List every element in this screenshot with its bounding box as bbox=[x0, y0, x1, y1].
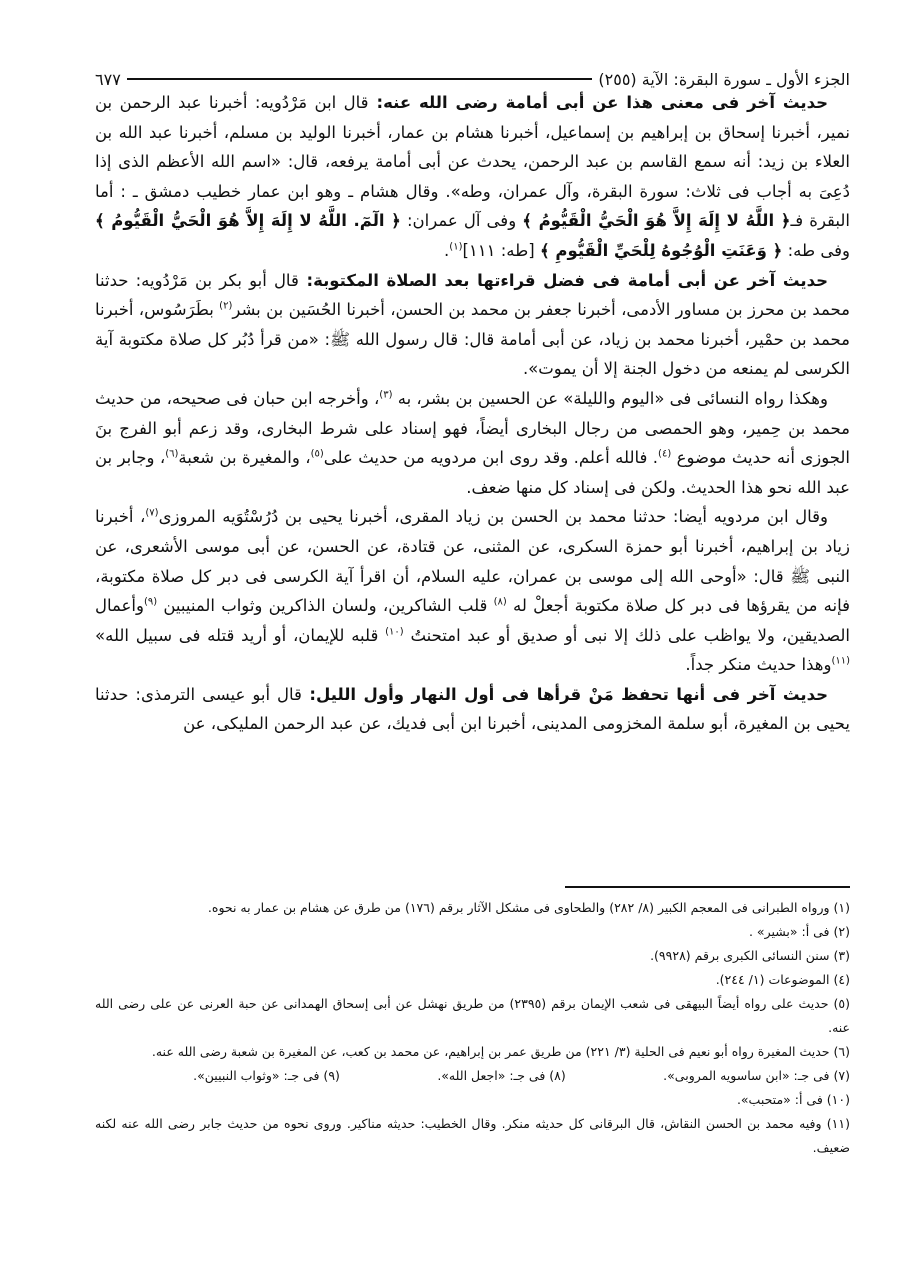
page-number: ٦٧٧ bbox=[95, 69, 121, 89]
paragraph bbox=[95, 384, 850, 502]
running-title: الجزء الأول ـ سورة البقرة: الآية (٢٥٥) bbox=[598, 69, 850, 89]
heading-text: ﴿ وَعَنَتِ الْوُجُوهُ لِلْحَيِّ الْقَيُّومِ ﴾ bbox=[539, 240, 783, 260]
heading-text: ﴿ اللَّهُ لا إِلَهَ إِلاَّ هُوَ الْحَيُّ الْقَيُّومُ ﴾ bbox=[522, 211, 791, 231]
heading-text: حديث آخر فى أنها تحفظ مَنْ قرأها فى أول النهار وأول الليل: bbox=[301, 684, 828, 704]
body-text: ، أخبرنا زياد بن إبراهيم، أخبرنا أبو حمزة السكرى، عن المثنى، عن قتادة، عن الحسن، عن أبى موسى الأشعرى، عن النبى ﷺ قال: «أوحى الله إلى موسى بن عمران، عليه السلام، أن اقرأ آية الكرسى فى دبر كل صلاة مكتوبة، فإنه من يقرؤها فى دبر كل صلاة مكتوبة أجعلْ له bbox=[95, 507, 850, 616]
footnote-2: (٢) فى أ: «بشير» . bbox=[748, 924, 850, 939]
body-text: ، وجابر بن عبد الله نحو هذا الحديث. ولكن فى إسناد كل منها ضعف. bbox=[95, 448, 850, 497]
footnote-11: (١١) وفيه محمد بن الحسن النقاش، قال البرقانى كل حديثه منكر. وقال الخطيب: حديثه مناكير. وروى نحوه من حديث جابر رضى الله عنه لكنه ضعيف. bbox=[95, 1116, 850, 1155]
footnote-ref: (٣) bbox=[379, 389, 393, 401]
body-text: ، وأخرجه ابن حبان فى صحيحه، من حديث محمد بن حِمير، وهو الحمصى من رجال البخارى أيضاً، فهو إسناد على شرط البخارى، وقد زعم أبو الفرج بنَ الجوزى أنه حديث موضوع bbox=[95, 388, 850, 468]
footnote-6: (٦) حديث المغيرة رواه أبو نعيم فى الحلية (٣/ ٢٢١) من طريق عمر بن إبراهيم، عن محمد بن كعب، عن المغيرة بن شعبة رضى الله عنه. bbox=[151, 1044, 850, 1059]
footnote-ref: (٨) bbox=[493, 596, 507, 608]
footnote-ref: (١٠) bbox=[385, 626, 404, 638]
body-text: بطَرَسُوس، أخبرنا محمد بن حمْير، أخبرنا محمد بن زياد، عن أبى أمامة قال: قال رسول الله ﷺ: «من قرأ دُبُر كل صلاة مكتوبة آية الكرسى لم يمنعه من دخول الجنة إلا أن يموت». bbox=[95, 300, 850, 379]
footnote-7: (٧) فى جـ: «ابن ساسويه المروبى». bbox=[663, 1068, 850, 1083]
footnotes-7-9-row bbox=[193, 1064, 850, 1088]
footnote-ref: (٥) bbox=[310, 448, 324, 460]
paragraph bbox=[95, 266, 850, 384]
body-text: وهكذا رواه النسائى فى «اليوم والليلة» عن الحسين بن بشر، به bbox=[392, 388, 828, 408]
footnote-5: (٥) حديث على رواه أيضاً البيهقى فى شعب الإيمان برقم (٢٣٩٥) من طريق نهشل عن أبى إسحاق الهمدانى عن حبة العرنى عن على رضى الله عنه. bbox=[95, 996, 850, 1035]
body-text: ، والمغيرة بن شعبة bbox=[178, 448, 311, 468]
footnote-3: (٣) سنن النسائى الكبرى برقم (٩٩٢٨). bbox=[650, 948, 850, 963]
footnote-9: (٩) فى جـ: «وثواب النبيين». bbox=[193, 1068, 340, 1083]
paragraph bbox=[95, 502, 850, 680]
footnote-ref: (١) bbox=[449, 241, 463, 253]
footnote-ref: (٢) bbox=[219, 300, 233, 312]
main-text bbox=[95, 88, 850, 739]
footnotes bbox=[95, 896, 850, 1160]
footnote-4: (٤) الموضوعات (١/ ٢٤٤). bbox=[715, 972, 850, 987]
heading-text: حديث آخر فى معنى هذا عن أبى أمامة رضى الله عنه: bbox=[368, 93, 828, 112]
body-text: . فالله أعلم. وقد روى ابن مردويه من حديث على bbox=[323, 448, 659, 468]
header-rule bbox=[127, 78, 593, 80]
paragraph bbox=[95, 88, 850, 266]
body-text: [طه: ١١١] bbox=[462, 240, 540, 260]
footnote-ref: (٩) bbox=[143, 596, 158, 608]
footnote-ref: (٤) bbox=[658, 448, 672, 460]
paragraph bbox=[95, 680, 850, 739]
body-text: وأعمال الصديقين، ولا يواظب على ذلك إلا نبى أو صديق أو عبد امتحنتُ bbox=[95, 596, 850, 645]
footnote-ref: (٧) bbox=[145, 507, 159, 519]
footnote-8: (٨) فى جـ: «اجعل الله». bbox=[437, 1068, 566, 1083]
footnote-ref: (٦) bbox=[165, 448, 179, 460]
footnote-ref: (١١) bbox=[831, 655, 850, 667]
heading-text: ﴿ الٓمٓ. اللَّهُ لا إِلَهَ إِلاَّ هُوَ الْحَيُّ الْقَيُّومُ ﴾ bbox=[95, 211, 401, 231]
heading-text: حديث آخر عن أبى أمامة فى فضل قراءتها بعد الصلاة المكتوبة: bbox=[298, 270, 828, 290]
body-text: وفى طه: bbox=[782, 240, 850, 260]
footnote-10: (١٠) فى أ: «متحبب». bbox=[736, 1092, 850, 1107]
body-text: قال ابن مَرْدُويه: أخبرنا عبد الرحمن بن نمير، أخبرنا إسحاق بن إبراهيم بن إسماعيل، أخبرنا هشام بن عمار، أخبرنا الوليد بن مسلم، أخبرنا عبد الله بن العلاء بن زيد: أنه سمع القاسم بن عبد الرحمن، يحدث عن أبى أمامة يرفعه، قال: «اسم الله الأعظم الذى إذا دُعِىَ به أجاب فى ثلاث: سورة البقرة، وآل عمران، وطه». وقال هشام ـ وهو ابن عمار خطيب دمشق ـ : أما البقرة فـ bbox=[95, 93, 850, 231]
body-text: وفى آل عمران: bbox=[400, 211, 523, 231]
body-text: وقال ابن مردويه أيضا: حدثنا محمد بن الحسن بن زياد المقرى، أخبرنا يحيى بن دُرُسْتُوَيه المروزى bbox=[158, 507, 829, 527]
body-text: وهذا حديث منكر جداً. bbox=[685, 655, 832, 675]
body-text: قال أبو بكر بن مَرْدُويه: حدثنا محمد بن محرز بن مساور الأدمى، أخبرنا جعفر بن محمد بن الحسن، أخبرنا الحُسَين بن بشر bbox=[95, 270, 850, 320]
footnote-separator bbox=[565, 886, 850, 888]
body-text: . bbox=[444, 240, 450, 260]
body-text: قال أبو عيسى الترمذى: حدثنا يحيى بن المغيرة، أبو سلمة المخزومى المدينى، أخبرنا ابن أبى فديك، عن عبد الرحمن المليكى، عن bbox=[95, 684, 850, 734]
body-text: قلب الشاكرين، ولسان الذاكرين وثواب المنيبين bbox=[157, 596, 494, 616]
body-text: قلبه للإيمان، أو أريد قتله فى سبيل الله» bbox=[95, 625, 386, 645]
footnote-1: (١) ورواه الطبرانى فى المعجم الكبير (٨/ ٢٨٢) والطحاوى فى مشكل الآثار برقم (١٧٦) من طرق عن هشام بن عمار به نحوه. bbox=[207, 900, 850, 915]
